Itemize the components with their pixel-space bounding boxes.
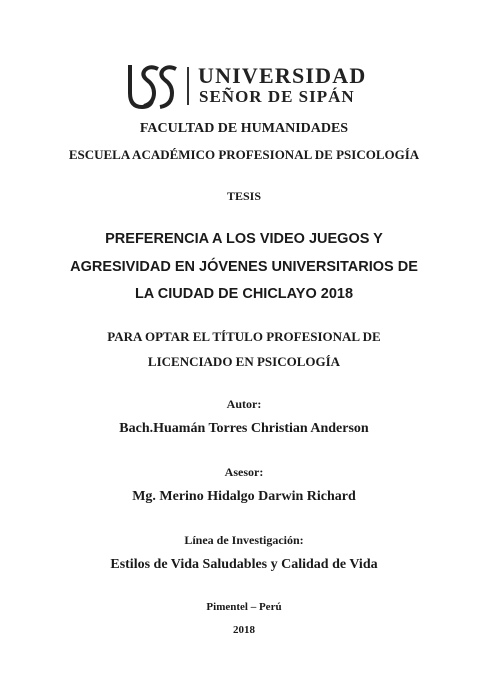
year: 2018 — [233, 624, 255, 636]
thesis-title-line-2: AGRESIVIDAD EN JÓVENES UNIVERSITARIOS DE — [70, 259, 418, 275]
faculty-heading: FACULTAD DE HUMANIDADES — [139, 121, 349, 136]
thesis-title-line-1: PREFERENCIA A LOS VIDEO JUEGOS Y — [105, 231, 383, 247]
purpose-line-1: PARA OPTAR EL TÍTULO PROFESIONAL DE — [107, 329, 381, 344]
thesis-title-line-3: LA CIUDAD DE CHICLAYO 2018 — [134, 286, 354, 302]
research-line-value: Estilos de Vida Saludables y Calidad de Vida — [110, 557, 378, 572]
logo-university-text: UNIVERSIDAD — [198, 63, 367, 88]
document-type: TESIS — [226, 189, 262, 203]
logo-divider — [187, 67, 189, 105]
purpose-line-2: LICENCIADO EN PSICOLOGÍA — [147, 354, 341, 369]
author-label: Autor: — [226, 397, 262, 411]
advisor-label: Asesor: — [224, 465, 264, 479]
university-logo — [128, 63, 367, 109]
author-name: Bach.Huamán Torres Christian Anderson — [119, 421, 369, 436]
advisor-name: Mg. Merino Hidalgo Darwin Richard — [132, 489, 356, 504]
research-line-label: Línea de Investigación: — [184, 533, 304, 547]
uss-logo-mark-icon — [128, 63, 180, 109]
location: Pimentel – Perú — [206, 601, 282, 613]
school-heading: ESCUELA ACADÉMICO PROFESIONAL DE PSICOLOGÍA — [68, 147, 420, 162]
logo-university-name-text: SEÑOR DE SIPÁN — [199, 87, 355, 106]
